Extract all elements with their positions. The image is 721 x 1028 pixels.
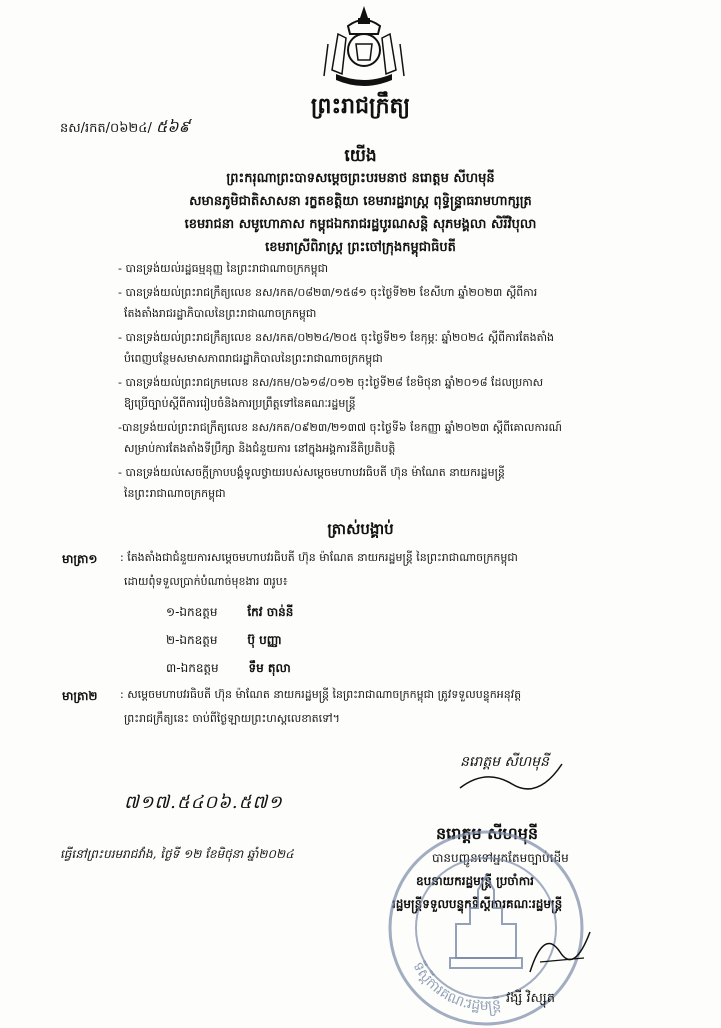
king-title-line-2: សមានភូមិជាតិសាសនា រក្ខតខត្តិយា ខេមរារដ្ឋរាស្ត្រ ពុទ្ធិន្ទ្រាធរាមហាក្សត្រ bbox=[189, 194, 532, 209]
minister-name: វង្សី វិស្សុត bbox=[506, 991, 556, 1006]
preamble-line: - បានទ្រង់យល់ព្រះរាជក្រមលេខ នស/រកម/០៦១៨/០១២ ចុះថ្ងៃទី២៨ ខែមិថុនា ឆ្នាំ២០១៨ ដែលប្រកាស bbox=[118, 376, 544, 389]
appointee-1 bbox=[166, 604, 293, 622]
preamble-line: សម្រាប់ការតែងតាំងទីប្រឹក្សា និងជំនួយការ នៅក្នុងអង្គការនីតិប្រតិបត្តិ bbox=[124, 442, 396, 455]
document-title: ព្រះរាជក្រឹត្យ bbox=[310, 94, 411, 119]
royal-coat-of-arms-emblem bbox=[318, 4, 410, 90]
minister-signature bbox=[520, 922, 600, 982]
reference-number-printed: នស/រកត/០៦២៤/ bbox=[60, 121, 152, 136]
countersign-line-1: បានបញ្ជូនទៅអ្នកតែមច្បាប់ដើម bbox=[432, 851, 569, 865]
royal-signature: នរោត្តម សីហមុនី bbox=[460, 754, 549, 770]
countersign-line-3: រដ្ឋមន្ត្រីទទួលបន្ទុកទីស្ដីការគណៈរដ្ឋមន្ត្រី bbox=[392, 897, 563, 911]
appointee-name: កែវ ចាន់នី bbox=[247, 605, 294, 619]
handwritten-code: ៧១៧.៥៤០៦.៥៧១ bbox=[124, 792, 283, 813]
reference-number-handwritten: ៥៦៩ bbox=[155, 117, 190, 136]
preamble-line: - បានទ្រង់យល់សេចក្ដីក្រាបបង្គំទូលថ្វាយរបស់សម្ដេចមហាបវរធិបតី ហ៊ុន ម៉ាណែត នាយករដ្ឋមន្ត្រី bbox=[118, 466, 505, 479]
king-name: នរោត្តម សីហមុនី bbox=[436, 824, 539, 843]
appointee-2 bbox=[166, 632, 282, 650]
appointee-name: ប៊ុ បញ្ញា bbox=[247, 633, 282, 647]
preamble-line: - បានទ្រង់យល់រដ្ឋធម្មនុញ្ញ នៃព្រះរាជាណាចក្រកម្ពុជា bbox=[118, 262, 329, 275]
preamble-line: -បានទ្រង់យល់ព្រះរាជក្រឹត្យលេខ នស/រកត/០៩២៣/២១៣៧ ចុះថ្ងៃទី៦ ខែកញ្ញា ឆ្នាំ២០២៣ ស្ដីពីគោលការណ៍ bbox=[118, 421, 562, 434]
article-1-line-2: ដោយពុំទទួលប្រាក់បំណាច់មុខងារ ៣រូប៖ bbox=[124, 575, 288, 588]
stamp-text: ទីស្ដីការគណៈរដ្ឋមន្ត្រី bbox=[409, 959, 502, 1015]
section-title: ត្រាស់បង្គាប់ bbox=[327, 520, 394, 538]
appointee-number: ១-ឯកឧត្ដម bbox=[166, 605, 218, 619]
preamble-line: - បានទ្រង់យល់ព្រះរាជក្រឹត្យលេខ នស/រកត/០២២៤/២០៥ ចុះថ្ងៃទី២១ ខែកុម្ភៈ ឆ្នាំ២០២៤ ស្ដីពីការតែងតាំង bbox=[118, 331, 555, 344]
king-title-line-4: ខេមរាស្រីពិរាស្ត្រ ព្រះចៅក្រុងកម្ពុជាធិបតី bbox=[265, 240, 456, 255]
preamble-line: - បានទ្រង់យល់ព្រះរាជក្រឹត្យលេខ នស/រកត/០៨២៣/១៥៨១ ចុះថ្ងៃទី២២ ខែសីហា ឆ្នាំ២០២៣ ស្ដីពីការ bbox=[118, 286, 538, 299]
preamble-line: បំពេញបន្ថែមសមាសភាពរាជរដ្ឋាភិបាលនៃព្រះរាជាណាចក្រកម្ពុជា bbox=[124, 352, 383, 365]
royal-signature-flourish bbox=[456, 758, 566, 798]
appointee-number: ២-ឯកឧត្ដម bbox=[166, 633, 218, 647]
article-2-line-1: : សម្ដេចមហាបវរធិបតី ហ៊ុន ម៉ាណែត នាយករដ្ឋមន្ត្រី នៃព្រះរាជាណាចក្រកម្ពុជា ត្រូវទទួលបន្ទុកអនុវត្ត bbox=[120, 688, 522, 701]
preamble-line: ឱ្យប្រើច្បាប់ស្ដីពីការរៀបចំនិងការប្រព្រឹត្តទៅនៃគណៈរដ្ឋមន្ត្រី bbox=[124, 397, 356, 410]
article-2-line-2: ព្រះរាជក្រឹត្យនេះ ចាប់ពីថ្ងៃឡាយព្រះហស្ដលេខាតទៅ។ bbox=[124, 712, 340, 725]
reference-number bbox=[60, 116, 190, 140]
countersign-line-2: ឧបនាយករដ្ឋមន្ត្រី ប្រចាំការ bbox=[416, 874, 534, 888]
appointee-3 bbox=[166, 660, 291, 678]
preamble-line: តែងតាំងរាជរដ្ឋាភិបាលនៃព្រះរាជាណាចក្រកម្ពុជា bbox=[124, 307, 317, 320]
king-title-line-1: ព្រះករុណាព្រះបាទសម្ដេចព្រះបរមនាថ នរោត្តម សីហមុនី bbox=[226, 171, 495, 186]
article-1-line-1: : តែងតាំងជាជំនួយការសម្ដេចមហាបវរធិបតី ហ៊ុន ម៉ាណែត នាយករដ្ឋមន្ត្រី នៃព្រះរាជាណាចក្រកម្ពុជា bbox=[120, 551, 518, 564]
article-2-label: មាត្រា២ bbox=[62, 689, 98, 703]
preamble-line: នៃព្រះរាជាណាចក្រកម្ពុជា bbox=[124, 487, 226, 500]
heading-yeung: យើង bbox=[344, 146, 377, 166]
king-title-line-3: ខេមរាជនា សមូហោភាស កម្ពុជឯករាជរដ្ឋបូរណសន្តិ សុភមង្គលា សិរីវិបុលា bbox=[184, 217, 537, 232]
article-1-label: មាត្រា១ bbox=[62, 552, 98, 566]
appointee-name: ទឹម តុលា bbox=[248, 661, 291, 675]
place-and-date: ធ្វើនៅព្រះបរមរាជវាំង, ថ្ងៃទី ១២ ខែមិថុនា ឆ្នាំ២០២៤ bbox=[60, 847, 294, 861]
appointee-number: ៣-ឯកឧត្ដម bbox=[166, 661, 219, 675]
